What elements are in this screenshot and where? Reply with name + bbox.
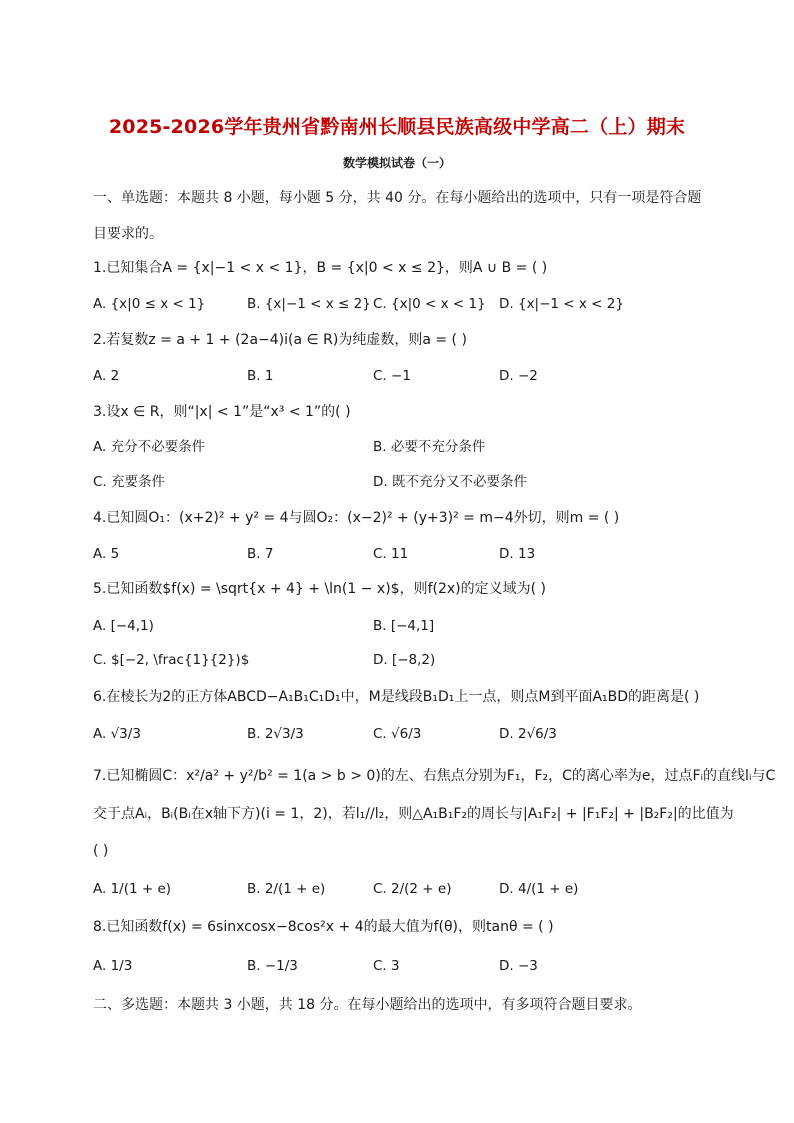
q3-stem: 3.设x ∈ R，则“|x| < 1”是“x³ < 1”的( ) [93, 404, 351, 420]
q6-option-b: B. 2√3/3 [247, 726, 304, 742]
q5-stem: 5.已知函数$f(x) = \sqrt{x + 4} + \ln(1 − x)$，则f(2x)的定义域为( ) [93, 581, 546, 597]
q2-option-c: C. −1 [373, 368, 411, 384]
q4-option-c: C. 11 [373, 546, 409, 562]
q7-stem-line3: ( ) [93, 843, 109, 859]
section2-instructions: 二、多选题：本题共 3 小题，共 18 分。在每小题给出的选项中，有多项符合题目要求。 [93, 997, 642, 1013]
q2-option-a: A. 2 [93, 368, 120, 384]
exam-subtitle: 数学模拟试卷（一） [342, 156, 451, 170]
q3-option-c: C. 充要条件 [93, 474, 166, 490]
q6-option-d: D. 2√6/3 [499, 726, 557, 742]
q5-option-a: A. [−4,1) [93, 618, 154, 634]
q1-option-d: D. {x|−1 < x < 2} [499, 296, 624, 312]
q6-option-a: A. √3/3 [93, 726, 141, 742]
q4-option-a: A. 5 [93, 546, 120, 562]
q5-option-d: D. [−8,2) [373, 652, 436, 668]
q2-option-d: D. −2 [499, 368, 538, 384]
q7-option-b: B. 2/(1 + e) [247, 881, 326, 897]
q4-option-d: D. 13 [499, 546, 536, 562]
q3-option-b: B. 必要不充分条件 [373, 439, 486, 455]
q8-option-b: B. −1/3 [247, 958, 298, 974]
q5-option-c: C. $[−2, \frac{1}{2})$ [93, 652, 250, 668]
section1-instructions-line2: 目要求的。 [93, 226, 163, 242]
section1-instructions-line1: 一、单选题：本题共 8 小题，每小题 5 分，共 40 分。在每小题给出的选项中，只有一项是符合题 [93, 190, 702, 206]
q7-option-a: A. 1/(1 + e) [93, 881, 172, 897]
q7-option-d: D. 4/(1 + e) [499, 881, 579, 897]
q8-stem: 8.已知函数f(x) = 6sinxcosx−8cos²x + 4的最大值为f(θ)，则tanθ = ( ) [93, 919, 554, 935]
q2-stem: 2.若复数z = a + 1 + (2a−4)i(a ∈ R)为纯虚数，则a = ( ) [93, 332, 467, 348]
q8-option-a: A. 1/3 [93, 958, 133, 974]
q3-option-d: D. 既不充分又不必要条件 [373, 474, 527, 490]
q4-option-b: B. 7 [247, 546, 274, 562]
q1-stem: 1.已知集合A = {x|−1 < x < 1}，B = {x|0 < x ≤ 2}，则A ∪ B = ( ) [93, 260, 548, 276]
q2-option-b: B. 1 [247, 368, 274, 384]
q7-stem-line2: 交于点Aᵢ，Bᵢ(Bᵢ在x轴下方)(i = 1，2)，若l₁//l₂，则△A₁B₁F₂的周长与|A₁F₂| + |F₁F₂| + |B₂F₂|的比值为 [93, 806, 734, 822]
q4-stem: 4.已知圆O₁：(x+2)² + y² = 4与圆O₂：(x−2)² + (y+3)² = m−4外切，则m = ( ) [93, 510, 620, 526]
q6-stem: 6.在棱长为2的正方体ABCD−A₁B₁C₁D₁中，M是线段B₁D₁上一点，则点M到平面A₁BD的距离是( ) [93, 689, 700, 705]
q1-option-b: B. {x|−1 < x ≤ 2} [247, 296, 371, 312]
q7-option-c: C. 2/(2 + e) [373, 881, 452, 897]
q8-option-d: D. −3 [499, 958, 538, 974]
exam-title: 2025-2026学年贵州省黔南州长顺县民族高级中学高二（上）期末 [108, 116, 686, 138]
q6-option-c: C. √6/3 [373, 726, 422, 742]
q5-option-b: B. [−4,1] [373, 618, 435, 634]
q3-option-a: A. 充分不必要条件 [93, 439, 206, 455]
q1-option-a: A. {x|0 ≤ x < 1} [93, 296, 206, 312]
q1-option-c: C. {x|0 < x < 1} [373, 296, 486, 312]
q8-option-c: C. 3 [373, 958, 400, 974]
q7-stem-line1: 7.已知椭圆C：x²/a² + y²/b² = 1(a > b > 0)的左、右焦点分别为F₁，F₂，C的离心率为e，过点Fᵢ的直线lᵢ与C [93, 768, 776, 784]
